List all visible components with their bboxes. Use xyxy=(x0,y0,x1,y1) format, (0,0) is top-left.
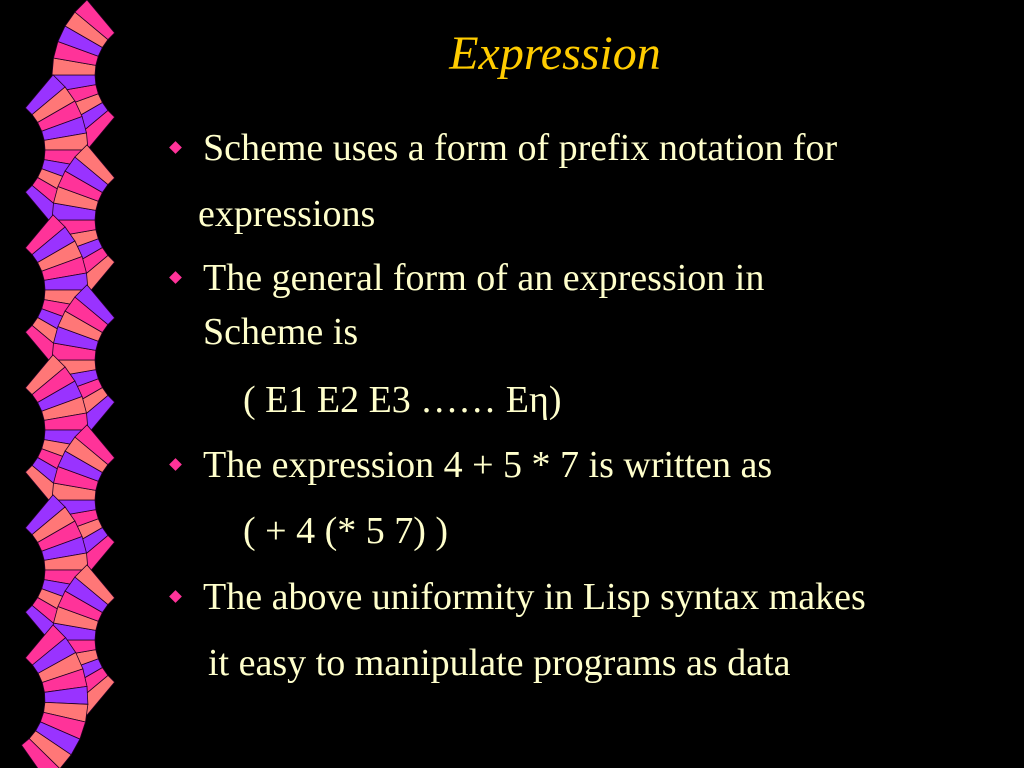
bullet-4-line-1: The above uniformity in Lisp syntax makes xyxy=(203,576,866,618)
bullet-icon xyxy=(169,458,182,471)
prefix-example: ( + 4 (* 5 7) ) xyxy=(243,510,449,552)
bullet-icon xyxy=(169,271,182,284)
bullet-4-line-2: it easy to manipulate programs as data xyxy=(208,642,791,684)
bullet-icon xyxy=(169,141,182,154)
general-form-example: ( E1 E2 E3 …… Eη) xyxy=(243,379,562,421)
bullet-1-line-1: Scheme uses a form of prefix notation for xyxy=(203,127,838,169)
bullet-2-line-1: The general form of an expression in xyxy=(203,257,765,299)
bullet-icon xyxy=(169,590,182,603)
bullet-2-line-2: Scheme is xyxy=(203,311,359,353)
bullet-1-line-2: expressions xyxy=(198,193,376,235)
bullet-3-line-1: The expression 4 + 5 * 7 is written as xyxy=(203,444,773,486)
slide-title: Expression xyxy=(449,27,661,80)
decorative-ribbon xyxy=(0,0,140,768)
